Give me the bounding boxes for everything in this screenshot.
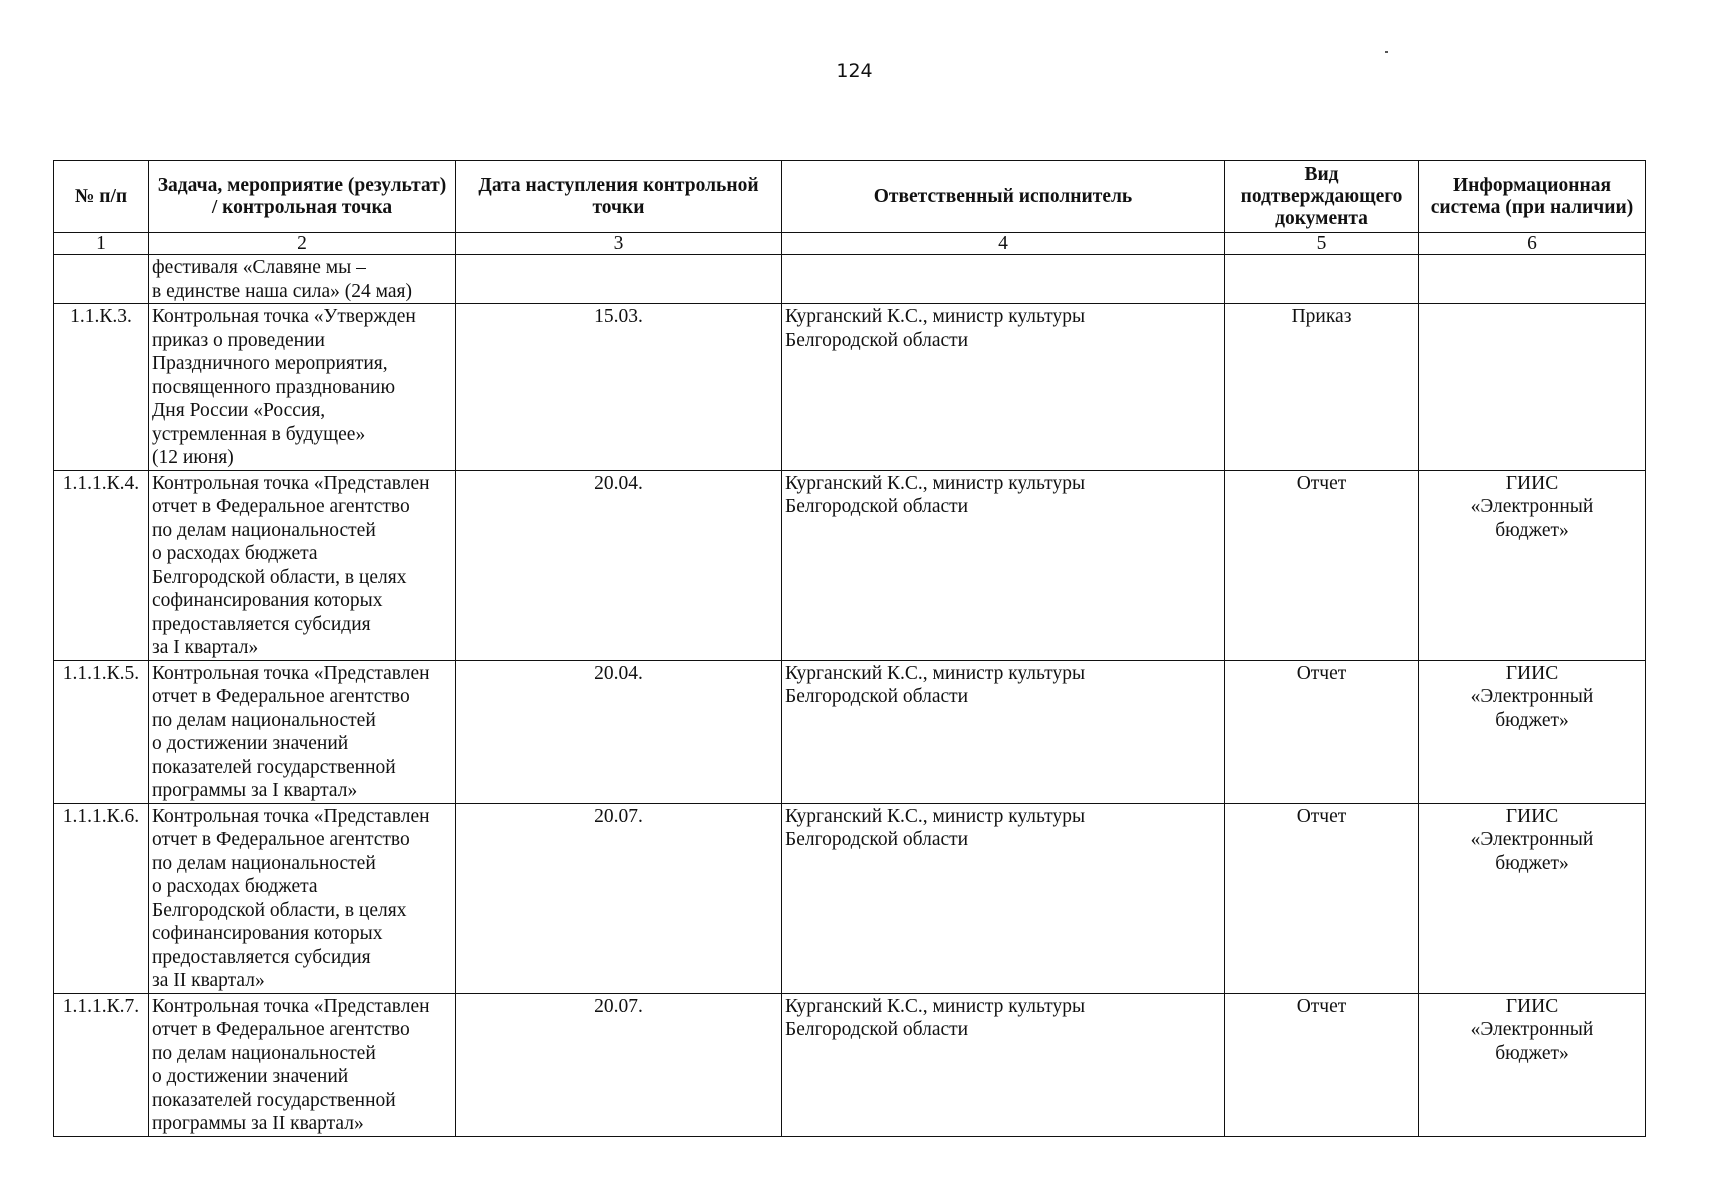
info-system-text-line: «Электронный	[1470, 829, 1594, 850]
column-number-row	[54, 233, 1646, 255]
column-number: 2	[149, 233, 456, 255]
document-type-cell: Приказ	[1225, 304, 1419, 471]
task-text-line: Дня России «Россия,	[152, 400, 326, 421]
info-system-cell	[1419, 304, 1646, 471]
table-row	[54, 803, 1646, 993]
task-text-line: по делам национальностей	[152, 852, 376, 874]
table-row	[54, 993, 1646, 1136]
row-number-cell: 1.1.1.К.6.	[54, 803, 149, 993]
responsible-text-line: Белгородской области	[785, 329, 969, 351]
document-type-cell	[1225, 255, 1419, 304]
task-text-line: приказ о проведении	[152, 329, 325, 351]
responsible-text-line: Белгородской области	[785, 829, 969, 850]
info-system-cell	[1419, 803, 1646, 993]
task-text-line: программы за II квартал»	[152, 1113, 364, 1134]
task-text-line: отчет в Федеральное агентство	[152, 496, 410, 517]
info-system-text-line: ГИИС	[1505, 995, 1559, 1017]
task-text-line: устремленная в будущее»	[152, 423, 366, 445]
responsible-text-line: Курганский К.С., министр культуры	[785, 306, 1086, 327]
column-number: 4	[782, 233, 1225, 255]
task-cell	[149, 803, 456, 993]
table-row	[54, 304, 1646, 471]
info-system-text-line: ГИИС	[1505, 472, 1559, 494]
task-text-line: о расходах бюджета	[152, 543, 318, 564]
task-text-line: Контрольная точка «Представлен	[152, 805, 430, 827]
header-date: Дата наступления контрольной точки	[456, 161, 782, 233]
header-responsible: Ответственный исполнитель	[782, 161, 1225, 233]
task-text-line: показателей государственной	[152, 756, 396, 778]
task-text-line: фестиваля «Славяне мы –	[152, 257, 366, 278]
responsible-cell	[782, 660, 1225, 803]
task-text-line: программы за I квартал»	[152, 780, 358, 801]
task-text-line: софинансирования которых	[152, 590, 383, 611]
task-text-line: Контрольная точка «Утвержден	[152, 306, 416, 327]
info-system-text-line: «Электронный	[1470, 686, 1594, 707]
task-text-line: (12 июня)	[152, 447, 234, 468]
date-cell: 20.07.	[456, 993, 782, 1136]
document-type-cell: Отчет	[1225, 803, 1419, 993]
info-system-cell	[1419, 255, 1646, 304]
responsible-text-line: Белгородской области	[785, 496, 969, 517]
document-type-cell: Отчет	[1225, 993, 1419, 1136]
header-number: № п/п	[54, 161, 149, 233]
task-text-line: в единстве наша сила» (24 мая)	[152, 280, 413, 302]
responsible-text-line: Белгородской области	[785, 686, 969, 707]
task-text-line: Контрольная точка «Представлен	[152, 662, 430, 684]
responsible-cell	[782, 470, 1225, 660]
header-row	[54, 161, 1646, 233]
task-text-line: отчет в Федеральное агентство	[152, 829, 410, 850]
responsible-cell	[782, 803, 1225, 993]
table-row	[54, 255, 1646, 304]
row-number-cell: 1.1.1.К.4.	[54, 470, 149, 660]
row-number-cell: 1.1.1.К.7.	[54, 993, 149, 1136]
task-text-line: Белгородской области, в целях	[152, 899, 407, 921]
info-system-text-line: ГИИС	[1505, 662, 1559, 684]
table-row	[54, 470, 1646, 660]
document-type-cell: Отчет	[1225, 470, 1419, 660]
table-body	[54, 255, 1646, 1137]
column-number: 3	[456, 233, 782, 255]
responsible-text-line: Курганский К.С., министр культуры	[785, 805, 1086, 827]
task-text-line: Контрольная точка «Представлен	[152, 472, 430, 494]
document-type-cell: Отчет	[1225, 660, 1419, 803]
row-number-cell	[54, 255, 149, 304]
date-cell: 20.04.	[456, 660, 782, 803]
info-system-text-line: бюджет»	[1495, 1042, 1569, 1064]
task-text-line: предоставляется субсидия	[152, 613, 371, 635]
task-cell	[149, 470, 456, 660]
task-text-line: за I квартал»	[152, 637, 259, 658]
task-text-line: Контрольная точка «Представлен	[152, 995, 430, 1017]
task-text-line: показателей государственной	[152, 1089, 396, 1111]
date-cell: 15.03.	[456, 304, 782, 471]
date-cell: 20.04.	[456, 470, 782, 660]
task-cell	[149, 304, 456, 471]
task-text-line: по делам национальностей	[152, 519, 376, 541]
task-text-line: Белгородской области, в целях	[152, 566, 407, 588]
date-cell: 20.07.	[456, 803, 782, 993]
responsible-text-line: Курганский К.С., министр культуры	[785, 995, 1086, 1017]
header-document: Вид подтверждающего документа	[1225, 161, 1419, 233]
header-system: Информационная система (при наличии)	[1419, 161, 1646, 233]
task-text-line: о достижении значений	[152, 733, 349, 754]
info-system-cell	[1419, 993, 1646, 1136]
header-task: Задача, мероприятие (результат) / контрольная точка	[149, 161, 456, 233]
responsible-text-line: Белгородской области	[785, 1019, 969, 1040]
task-text-line: по делам национальностей	[152, 1042, 376, 1064]
date-cell	[456, 255, 782, 304]
row-number-cell: 1.1.1.К.5.	[54, 660, 149, 803]
task-text-line: по делам национальностей	[152, 709, 376, 731]
task-text-line: о расходах бюджета	[152, 876, 318, 897]
info-system-cell	[1419, 660, 1646, 803]
task-cell	[149, 660, 456, 803]
task-text-line: за II квартал»	[152, 970, 265, 991]
task-cell	[149, 993, 456, 1136]
task-text-line: отчет в Федеральное агентство	[152, 686, 410, 707]
table-row	[54, 660, 1646, 803]
column-number: 1	[54, 233, 149, 255]
page-number: 124	[836, 60, 873, 82]
task-text-line: отчет в Федеральное агентство	[152, 1019, 410, 1040]
task-text-line: Праздничного мероприятия,	[152, 353, 388, 374]
task-text-line: предоставляется субсидия	[152, 946, 371, 968]
responsible-text-line: Курганский К.С., министр культуры	[785, 472, 1086, 494]
info-system-text-line: бюджет»	[1495, 852, 1569, 874]
info-system-text-line: бюджет»	[1495, 709, 1569, 731]
task-text-line: софинансирования которых	[152, 923, 383, 944]
column-number: 6	[1419, 233, 1646, 255]
info-system-text-line: «Электронный	[1470, 1019, 1594, 1040]
info-system-text-line: «Электронный	[1470, 496, 1594, 517]
table-header	[54, 161, 1646, 255]
task-text-line: о достижении значений	[152, 1066, 349, 1087]
info-system-cell	[1419, 470, 1646, 660]
info-system-text-line: ГИИС	[1505, 805, 1559, 827]
task-cell	[149, 255, 456, 304]
responsible-cell	[782, 993, 1225, 1136]
responsible-cell	[782, 255, 1225, 304]
responsible-cell	[782, 304, 1225, 471]
task-text-line: посвященного празднованию	[152, 376, 396, 398]
scan-speck	[1385, 51, 1388, 53]
responsible-text-line: Курганский К.С., министр культуры	[785, 662, 1086, 684]
control-points-table	[53, 160, 1646, 1137]
column-number: 5	[1225, 233, 1419, 255]
row-number-cell: 1.1.К.3.	[54, 304, 149, 471]
info-system-text-line: бюджет»	[1495, 519, 1569, 541]
